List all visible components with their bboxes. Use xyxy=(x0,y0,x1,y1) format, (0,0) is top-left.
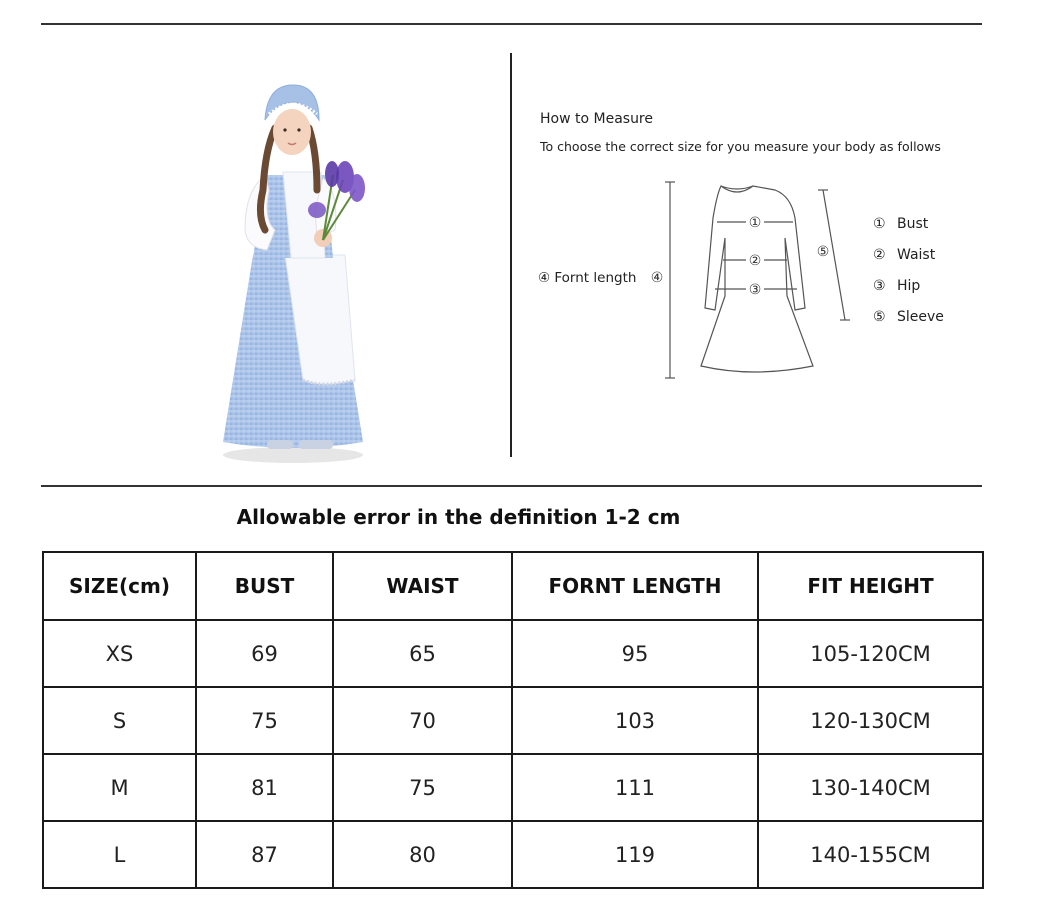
measure-title: How to Measure xyxy=(540,111,653,127)
cell-waist: 65 xyxy=(333,620,512,687)
table-header-row xyxy=(43,552,983,620)
cell-waist: 75 xyxy=(333,754,512,821)
cell-bust: 81 xyxy=(196,754,333,821)
face xyxy=(273,109,311,155)
legend-item-hip: ③ Hip xyxy=(873,278,921,294)
header-size: SIZE(cm) xyxy=(43,552,196,620)
how-to-measure xyxy=(540,108,980,398)
cell-size: M xyxy=(43,754,196,821)
allowable-error-note: Allowable error in the definition 1-2 cm xyxy=(236,505,681,529)
garment-diagram xyxy=(650,178,855,388)
cell-front-length: 95 xyxy=(512,620,758,687)
cell-front-length: 103 xyxy=(512,687,758,754)
cell-waist: 80 xyxy=(333,821,512,888)
table-row xyxy=(43,754,983,821)
cell-size: XS xyxy=(43,620,196,687)
legend-item-waist: ② Waist xyxy=(873,247,936,263)
sleeve-mark: ⑤ xyxy=(816,244,830,260)
legend-item-sleeve: ⑤ Sleeve xyxy=(873,309,944,325)
measure-legend xyxy=(873,214,944,338)
legend-item-bust: ① Bust xyxy=(873,216,929,232)
middle-divider xyxy=(41,485,982,487)
cell-fit-height: 120-130CM xyxy=(758,687,983,754)
cell-bust: 69 xyxy=(196,620,333,687)
waist-mark: ② xyxy=(748,253,762,269)
size-table xyxy=(42,551,984,889)
cell-waist: 70 xyxy=(333,687,512,754)
cell-fit-height: 105-120CM xyxy=(758,620,983,687)
measure-subtitle: To choose the correct size for you measure your body as follows xyxy=(540,139,941,154)
product-photo xyxy=(205,80,380,470)
header-waist: WAIST xyxy=(333,552,512,620)
header-fit-height: FIT HEIGHT xyxy=(758,552,983,620)
cell-size: S xyxy=(43,687,196,754)
cell-size: L xyxy=(43,821,196,888)
cell-bust: 75 xyxy=(196,687,333,754)
table-row xyxy=(43,620,983,687)
header-bust: BUST xyxy=(196,552,333,620)
cell-front-length: 111 xyxy=(512,754,758,821)
bust-mark: ① xyxy=(748,215,762,231)
front-length-label: ④ Fornt length xyxy=(538,270,637,286)
cell-bust: 87 xyxy=(196,821,333,888)
cell-front-length: 119 xyxy=(512,821,758,888)
hip-mark: ③ xyxy=(748,282,762,298)
cell-fit-height: 130-140CM xyxy=(758,754,983,821)
header-front-length: FORNT LENGTH xyxy=(512,552,758,620)
table-row xyxy=(43,687,983,754)
front-length-mark: ④ xyxy=(650,270,664,286)
vertical-divider xyxy=(510,53,512,457)
top-divider xyxy=(41,23,982,25)
table-row xyxy=(43,821,983,888)
cell-fit-height: 140-155CM xyxy=(758,821,983,888)
